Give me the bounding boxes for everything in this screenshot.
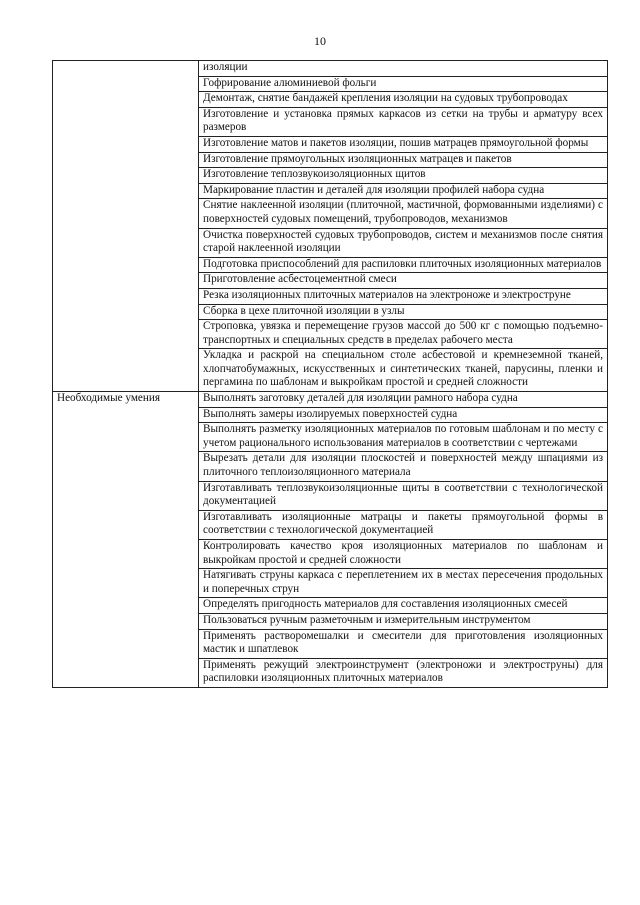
work-actions-item: Сборка в цехе плиточной изоляции в узлы xyxy=(199,304,608,320)
table-row xyxy=(53,392,608,408)
work-actions-item: Резка изоляционных плиточных материалов на электроноже и электроструне xyxy=(199,288,608,304)
required-skills-label: Необходимые умения xyxy=(53,392,199,688)
required-skills-item: Изготавливать изоляционные матрацы и пакеты прямоугольной формы в соответствии с технологической документацией xyxy=(199,510,608,539)
work-actions-item: Очистка поверхностей судовых трубопроводов, систем и механизмов после снятия старой наклеенной изоляции xyxy=(199,228,608,257)
work-actions-item: Строповка, увязка и перемещение грузов массой до 500 кг с помощью подъемно-транспортных и специальных средств в пределах рабочего места xyxy=(199,320,608,349)
required-skills-item: Натягивать струны каркаса с переплетением их в местах пересечения продольных и поперечных струн xyxy=(199,569,608,598)
work-actions-item: Изготовление теплозвукоизоляционных щитов xyxy=(199,168,608,184)
required-skills-item: Пользоваться ручным разметочным и измерительным инструментом xyxy=(199,613,608,629)
required-skills-item: Выполнять заготовку деталей для изоляции рамного набора судна xyxy=(199,392,608,408)
work-actions-item: Снятие наклеенной изоляции (плиточной, мастичной, формованными изделиями) с поверхностей судовых помещений, трубопроводов, механизмов xyxy=(199,199,608,228)
work-actions-item: Подготовка приспособлений для распиловки плиточных изоляционных материалов xyxy=(199,257,608,273)
required-skills-item: Вырезать детали для изоляции плоскостей и поверхностей между шпациями из плиточного теплоизоляционного материала xyxy=(199,452,608,481)
required-skills-item: Изготавливать теплозвукоизоляционные щиты в соответствии с технологической документацией xyxy=(199,481,608,510)
work-actions-item: изоляции xyxy=(199,61,608,77)
work-actions-item: Изготовление и установка прямых каркасов из сетки на трубы и арматуру всех размеров xyxy=(199,107,608,136)
required-skills-item: Определять пригодность материалов для составления изоляционных смесей xyxy=(199,598,608,614)
work-actions-item: Укладка и раскрой на специальном столе асбестовой и кремнеземной тканей, хлопчатобумажных, искусственных и синтетических тканей, парусины, пленки и пергамина по шаблонам и выкройкам простой и средней сложности xyxy=(199,349,608,392)
work-actions-item: Демонтаж, снятие бандажей крепления изоляции на судовых трубопроводах xyxy=(199,92,608,108)
competency-table xyxy=(52,60,608,688)
work-actions-item: Гофрирование алюминиевой фольги xyxy=(199,76,608,92)
required-skills-item: Выполнять разметку изоляционных материалов по готовым шаблонам и по месту с учетом рационального использования материалов в соответствии с чертежами xyxy=(199,423,608,452)
table-row xyxy=(53,61,608,77)
work-actions-item: Приготовление асбестоцементной смеси xyxy=(199,273,608,289)
work-actions-item: Маркирование пластин и деталей для изоляции профилей набора судна xyxy=(199,183,608,199)
page-number: 10 xyxy=(314,34,326,48)
work-actions-item: Изготовление прямоугольных изоляционных матрацев и пакетов xyxy=(199,152,608,168)
required-skills-item: Контролировать качество кроя изоляционных материалов по шаблонам и выкройкам простой и средней сложности xyxy=(199,540,608,569)
required-skills-item: Применять растворомешалки и смесители для приготовления изоляционных мастик и шпатлевок xyxy=(199,629,608,658)
work-actions-label xyxy=(53,61,199,392)
required-skills-item: Выполнять замеры изолируемых поверхностей судна xyxy=(199,407,608,423)
work-actions-item: Изготовление матов и пакетов изоляции, пошив матрацев прямоугольной формы xyxy=(199,136,608,152)
required-skills-item: Применять режущий электроинструмент (электроножи и электроструны) для распиловки изоляционных плиточных материалов xyxy=(199,658,608,687)
